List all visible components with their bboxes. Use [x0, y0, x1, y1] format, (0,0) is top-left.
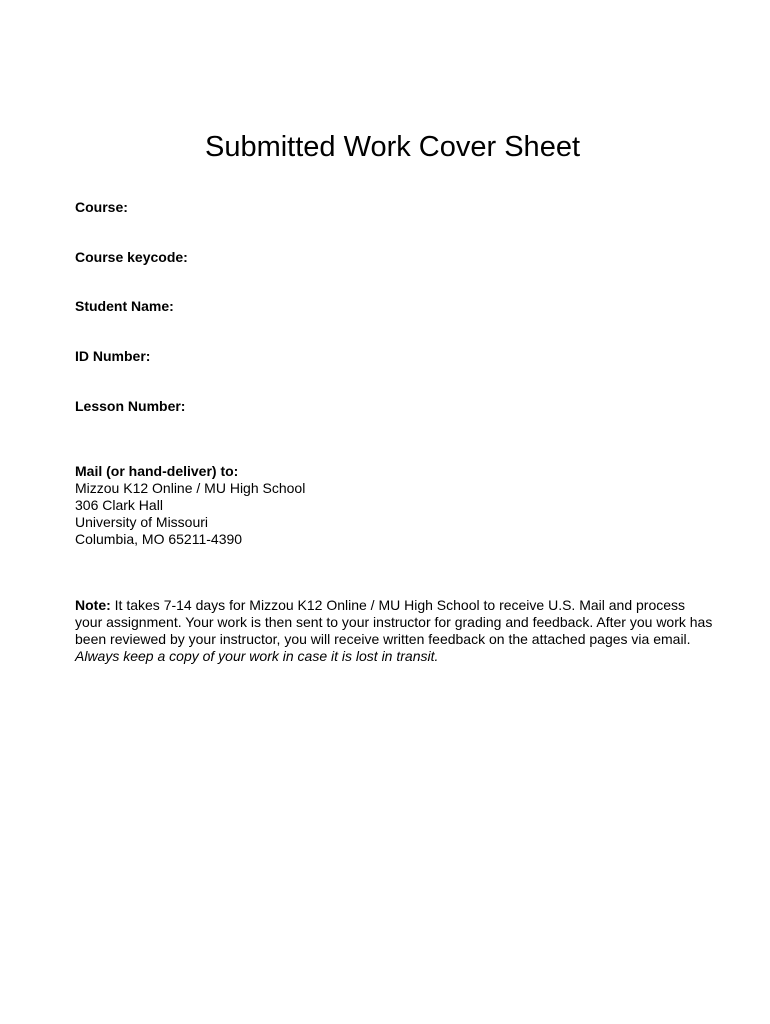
- mail-heading: Mail (or hand-deliver) to:: [75, 463, 239, 479]
- address-line: University of Missouri: [75, 514, 209, 530]
- note-body: It takes 7-14 days for Mizzou K12 Online / MU High School to receive U.S. Mail and process your assignment. Your work is then sent to your instructor for grading and feedback. After you work has been reviewed by your instructor, you will receive written feedback on the attached pages via email.: [75, 597, 713, 647]
- note-label: Note:: [75, 597, 111, 613]
- course-label: Course:: [75, 199, 128, 215]
- address-line: Mizzou K12 Online / MU High School: [75, 480, 306, 496]
- course-keycode-label: Course keycode:: [75, 249, 188, 265]
- page-title: Submitted Work Cover Sheet: [204, 131, 581, 163]
- note-italic-reminder: Always keep a copy of your work in case it is lost in transit.: [75, 648, 439, 664]
- address-line: Columbia, MO 65211-4390: [75, 531, 243, 547]
- id-number-label: ID Number:: [75, 348, 151, 364]
- note-paragraph: [75, 597, 715, 665]
- lesson-number-label: Lesson Number:: [75, 398, 186, 414]
- student-name-label: Student Name:: [75, 298, 174, 314]
- mailing-address-block: [75, 463, 305, 548]
- address-line: 306 Clark Hall: [75, 497, 163, 513]
